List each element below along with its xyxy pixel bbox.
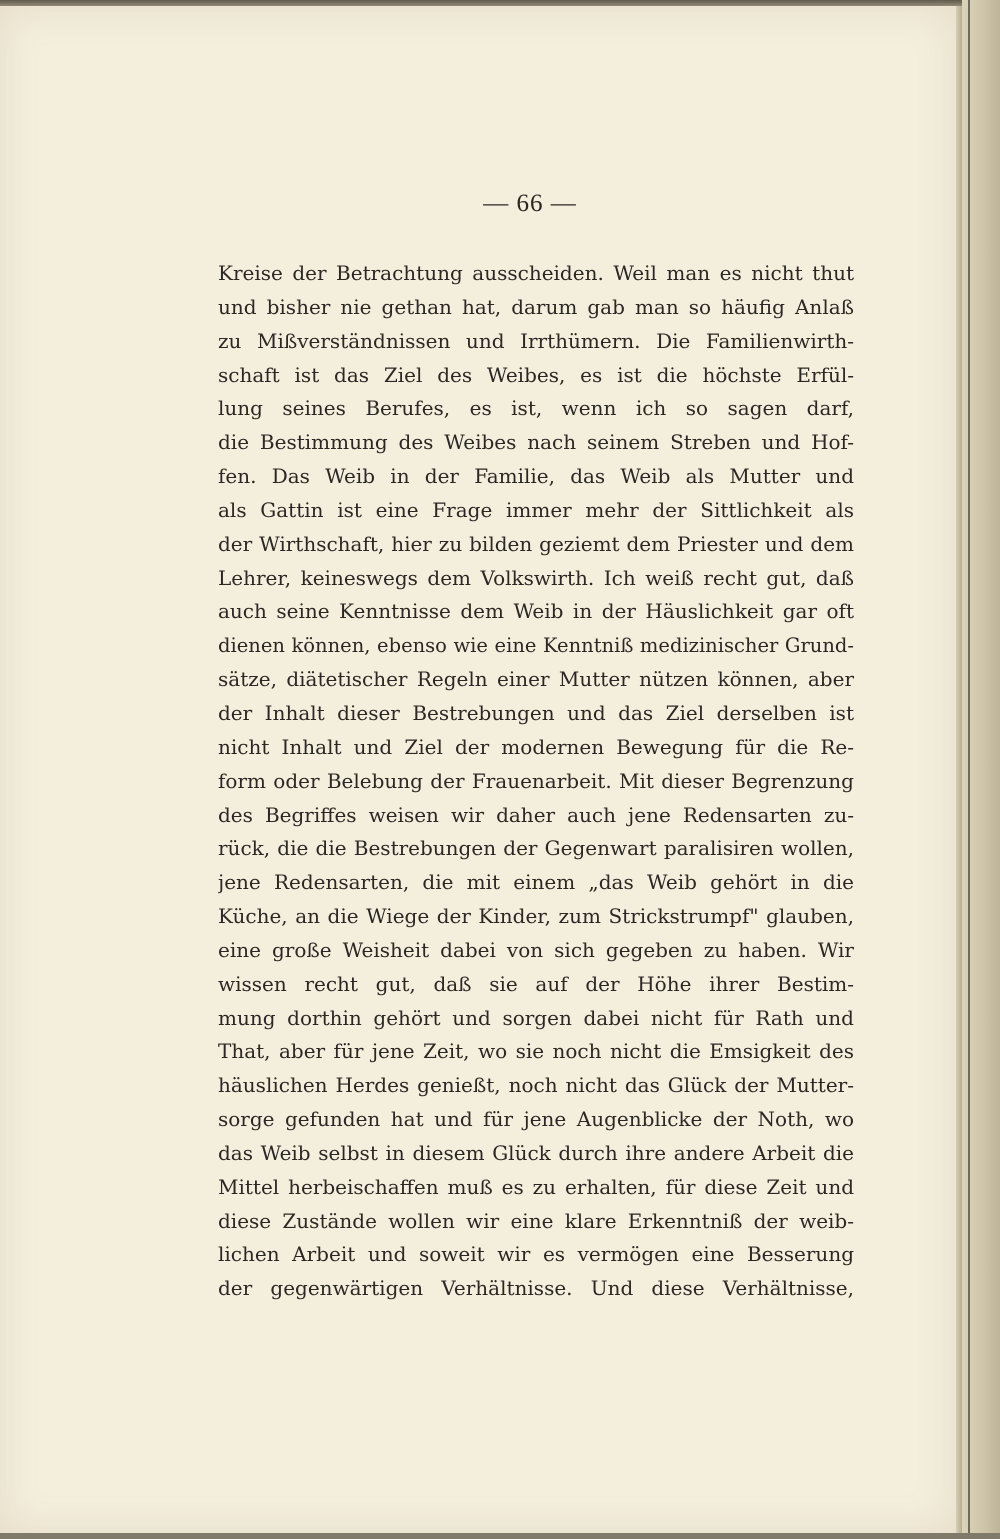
text-line: und bisher nie gethan hat, darum gab man so häufig Anlaß — [218, 294, 854, 319]
text-line: jene Redensarten, die mit einem „das Weib gehört in die — [218, 870, 854, 895]
text-line: sätze, diätetischer Regeln einer Mutter nützen können, aber — [218, 667, 854, 692]
text-line: die Bestimmung des Weibes nach seinem Streben und Hof- — [218, 430, 854, 455]
text-line: zu Mißverständnissen und Irrthümern. Die Familienwirth- — [218, 328, 854, 353]
text-line: wissen recht gut, daß sie auf der Höhe ihrer Bestim- — [218, 971, 854, 996]
text-line: dienen können, ebenso wie eine Kenntniß medizinischer Grund- — [218, 634, 854, 658]
text-line: sorge gefunden hat und für jene Augenblicke der Noth, wo — [218, 1107, 854, 1132]
text-line: lung seines Berufes, es ist, wenn ich so sagen darf, — [218, 396, 854, 421]
text-line: That, aber für jene Zeit, wo sie noch nicht die Emsigkeit des — [218, 1039, 854, 1064]
text-line: der Wirthschaft, hier zu bilden geziemt dem Priester und dem — [218, 531, 854, 556]
text-line: rück, die die Bestrebungen der Gegenwart paralisiren wollen, — [218, 836, 854, 861]
text-line: Lehrer, keineswegs dem Volkswirth. Ich weiß recht gut, daß — [218, 565, 854, 590]
text-line: mung dorthin gehört und sorgen dabei nicht für Rath und — [218, 1005, 854, 1030]
scan-bottom-border — [0, 1533, 1000, 1539]
text-line: nicht Inhalt und Ziel der modernen Bewegung für die Re- — [218, 734, 854, 759]
text-line: diese Zustände wollen wir eine klare Erkenntniß der weib- — [218, 1208, 854, 1233]
text-line: eine große Weisheit dabei von sich gegeben zu haben. Wir — [218, 937, 854, 962]
text-line: der Inhalt dieser Bestrebungen und das Ziel derselben ist — [218, 700, 854, 725]
binding-line — [968, 0, 970, 1539]
text-line: form oder Belebung der Frauenarbeit. Mit dieser Begrenzung — [218, 768, 854, 793]
text-line: das Weib selbst in diesem Glück durch ihre andere Arbeit die — [218, 1140, 854, 1165]
text-line: auch seine Kenntnisse dem Weib in der Häuslichkeit gar oft — [218, 599, 854, 624]
text-line: fen. Das Weib in der Familie, das Weib als Mutter und — [218, 464, 854, 489]
text-line: der gegenwärtigen Verhältnisse. Und diese Verhältnisse, — [218, 1276, 854, 1301]
text-line: häuslichen Herdes genießt, noch nicht das Glück der Mutter- — [218, 1073, 854, 1098]
text-line: Kreise der Betrachtung ausscheiden. Weil man es nicht thut — [218, 261, 854, 285]
text-line: als Gattin ist eine Frage immer mehr der Sittlichkeit als — [218, 497, 854, 522]
text-line: lichen Arbeit und soweit wir es vermögen eine Besserung — [218, 1242, 854, 1267]
text-line: Mittel herbeischaffen muß es zu erhalten, für diese Zeit und — [218, 1174, 854, 1199]
page-number: — 66 — — [483, 190, 577, 217]
text-line: des Begriffes weisen wir daher auch jene Redensarten zu- — [218, 802, 854, 827]
text-line: Küche, an die Wiege der Kinder, zum Strickstrumpf" glauben, — [218, 904, 854, 929]
text-line: schaft ist das Ziel des Weibes, es ist die höchste Erfül- — [218, 362, 854, 387]
body-text — [218, 257, 854, 1306]
